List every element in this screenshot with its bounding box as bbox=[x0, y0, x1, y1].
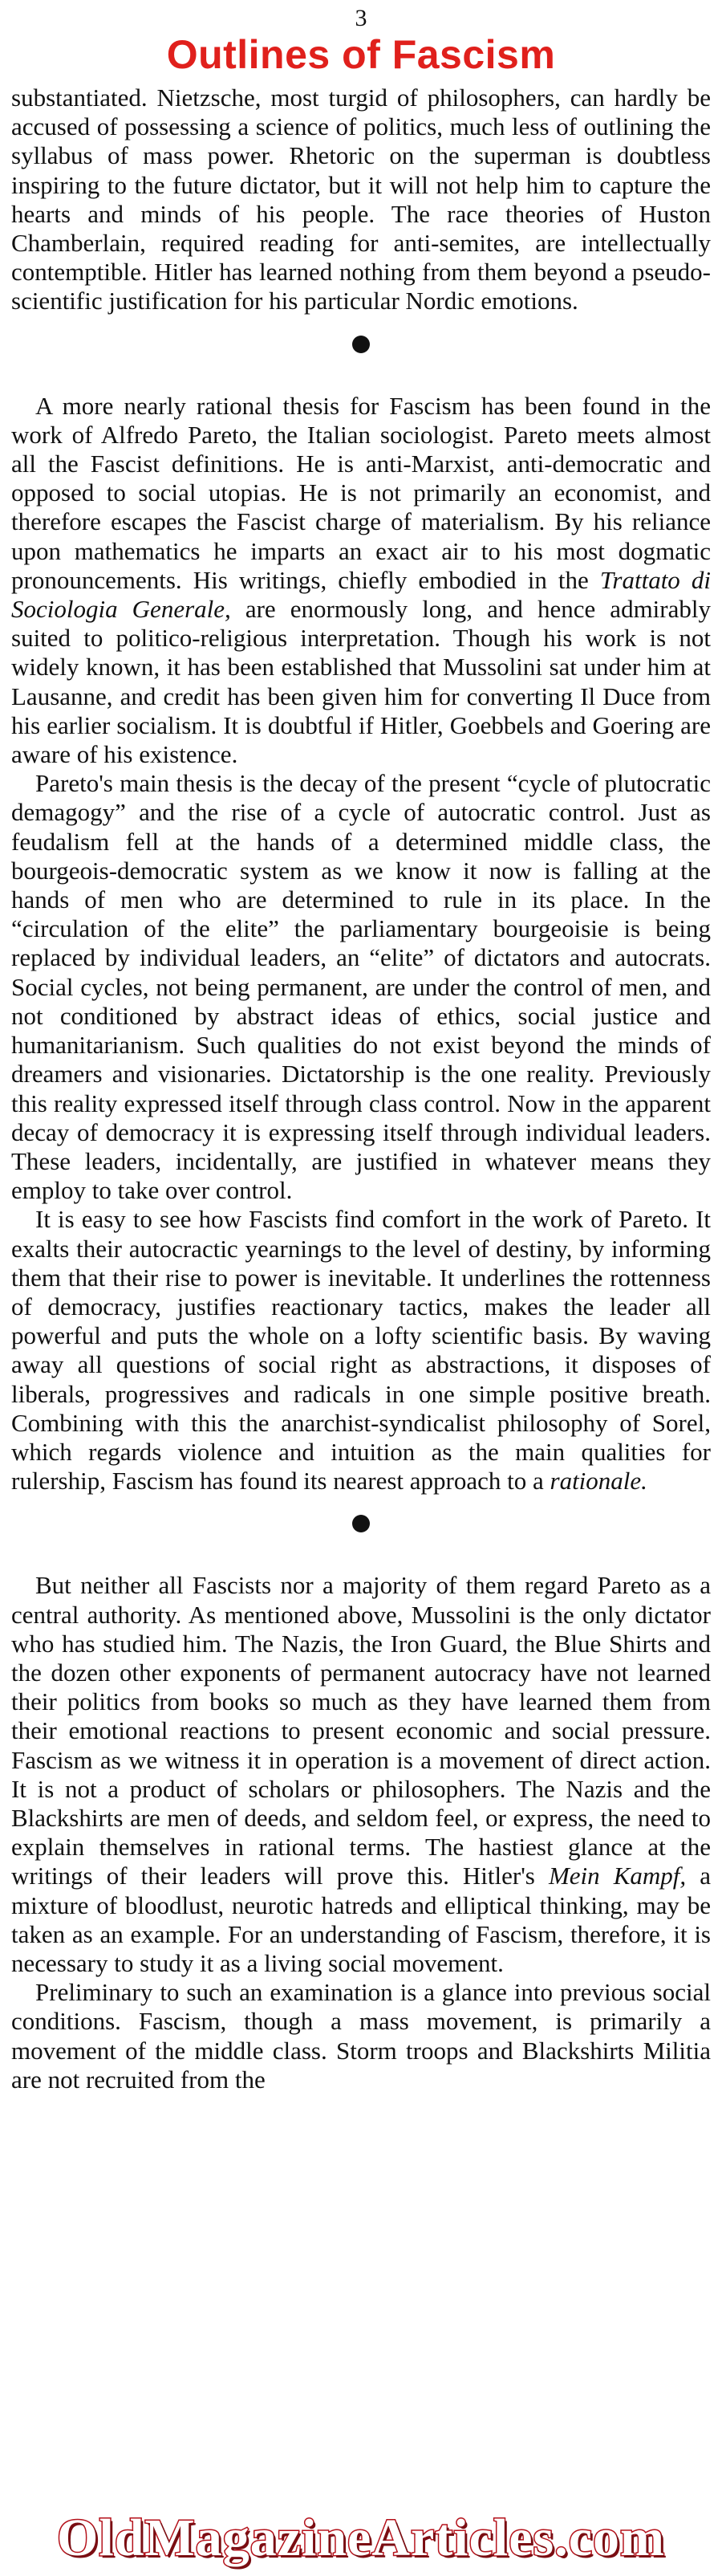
page-number: 3 bbox=[355, 5, 367, 31]
paragraph-text: are enormously long, and hence admirably suited to politico-religious interpretation. Though his work is not widely known, it has been established that Mussolini sat under him at Lausanne, and credit has been given him for converting Il Duce from his earlier socialism. It is doubtful if Hitler, Goebbels and Goering are aware of his existence. bbox=[11, 595, 711, 769]
paragraph-text: But neither all Fascists nor a majority of them regard Pareto as a central authority. As mentioned above, Mussolini is the only dictator who has studied him. The Nazis, the Iron Guard, the Blue Shirts and the dozen other exponents of permanent autocracy have not learned their politics from books so much as they have learned them from their emotional reactions to present economic and social pressure. Fascism as we witness it in operation is a movement of direct action. It is not a product of scholars or philosophers. The Nazis and the Blackshirts are men of deeds, and seldom feel, or express, the need to explain themselves in rational terms. The hastiest glance at the writings of their leaders will prove this. Hitler's bbox=[11, 1571, 711, 1890]
site-logo: OldMagazineArticles.com bbox=[57, 2509, 665, 2567]
paragraph-text: It is easy to see how Fascists find comfort in the work of Pareto. It exalts their autocractic yearnings to the level of destiny, by informing them that their rise to power is inevitable. It underlines the rottenness of democracy, justifies reactionary tactics, makes the leader all powerful and puts the whole on a lofty scientific basis. By waving away all questions of social right as abstractions, it disposes of liberals, progressives and radicals in one simple positive breath. Combining with this the anarchist-syndicalist philosophy of Sorel, which regards violence and intuition as the main qualities for rulership, Fascism has found its nearest approach to a bbox=[11, 1205, 711, 1496]
paragraph: Pareto's main thesis is the decay of the present “cycle of plutocratic demagogy” and the rise of a cycle of autocratic control. Just as feudalism fell at the hands of a determined middle class, the bourgeois-democratic system as we know it now is falling at the hands of men who are determined to rule in its place. In the “circulation of the elite” the parliamentary bourgeoisie is being replaced by individual leaders, an “elite” of dictators and autocrats. Social cycles, not being permanent, are under the control of men, and not conditioned by abstract ideas of ethics, social justice and humanitarianism. Such qualities do not exist beyond the minds of dreamers and visionaries. Dictatorship is the one reality. Previously this reality expressed itself through class control. Now in the apparent decay of democracy it is expressing itself through individual leaders. These leaders, incidentally, are justified in whatever means they employ to take over control. bbox=[11, 769, 711, 1205]
paragraph: Preliminary to such an examination is a glance into previous social conditions. Fascism, though a mass movement, is primarily a movement of the middle class. Storm troops and Blackshirts Militia are not recruited from the bbox=[11, 1978, 711, 2094]
section-divider bbox=[11, 1510, 711, 1539]
book-title-italic: Trattato di Sociologia Generale, bbox=[11, 565, 711, 624]
section-divider bbox=[11, 331, 711, 360]
paragraph-text: a mixture of bloodlust, neurotic hatreds and elliptical thinking, may be taken as an example. For an understanding of Fascism, therefore, it is necessary to study it as a living social movement. bbox=[11, 1862, 711, 1977]
bullet-divider-icon bbox=[352, 336, 370, 353]
italic-term: rationale. bbox=[550, 1467, 647, 1496]
paragraph: substantiated. Nietzsche, most turgid of philosophers, can hardly be accused of possessing a science of politics, much less of outlining the syllabus of mass power. Rhetoric on the superman is doubtless inspiring to the future dictator, but it will not help him to capture the hearts and minds of his people. The race theories of Huston Chamberlain, required reading for anti-semites, are intellectually contemptible. Hitler has learned nothing from them beyond a pseudo-scientific justification for his particular Nordic emotions. bbox=[11, 83, 711, 315]
bullet-divider-icon bbox=[352, 1515, 370, 1532]
headline: Outlines of Fascism bbox=[166, 32, 556, 77]
paragraph bbox=[11, 1571, 711, 1978]
article-body bbox=[11, 83, 711, 2094]
paragraph bbox=[11, 392, 711, 770]
book-title-italic: Mein Kampf, bbox=[548, 1862, 687, 1890]
paragraph bbox=[11, 1205, 711, 1496]
paragraph-text: A more nearly rational thesis for Fascism has been found in the work of Alfredo Pareto, the Italian sociologist. Pareto meets almost all the Fascist definitions. He is anti-Marxist, anti-democratic and opposed to social utopias. He is not primarily an economist, and therefore escapes the Fascist charge of materialism. By his reliance upon mathematics he imparts an exact air to his most dogmatic pronouncements. His writings, chiefly embodied in the bbox=[11, 391, 711, 594]
